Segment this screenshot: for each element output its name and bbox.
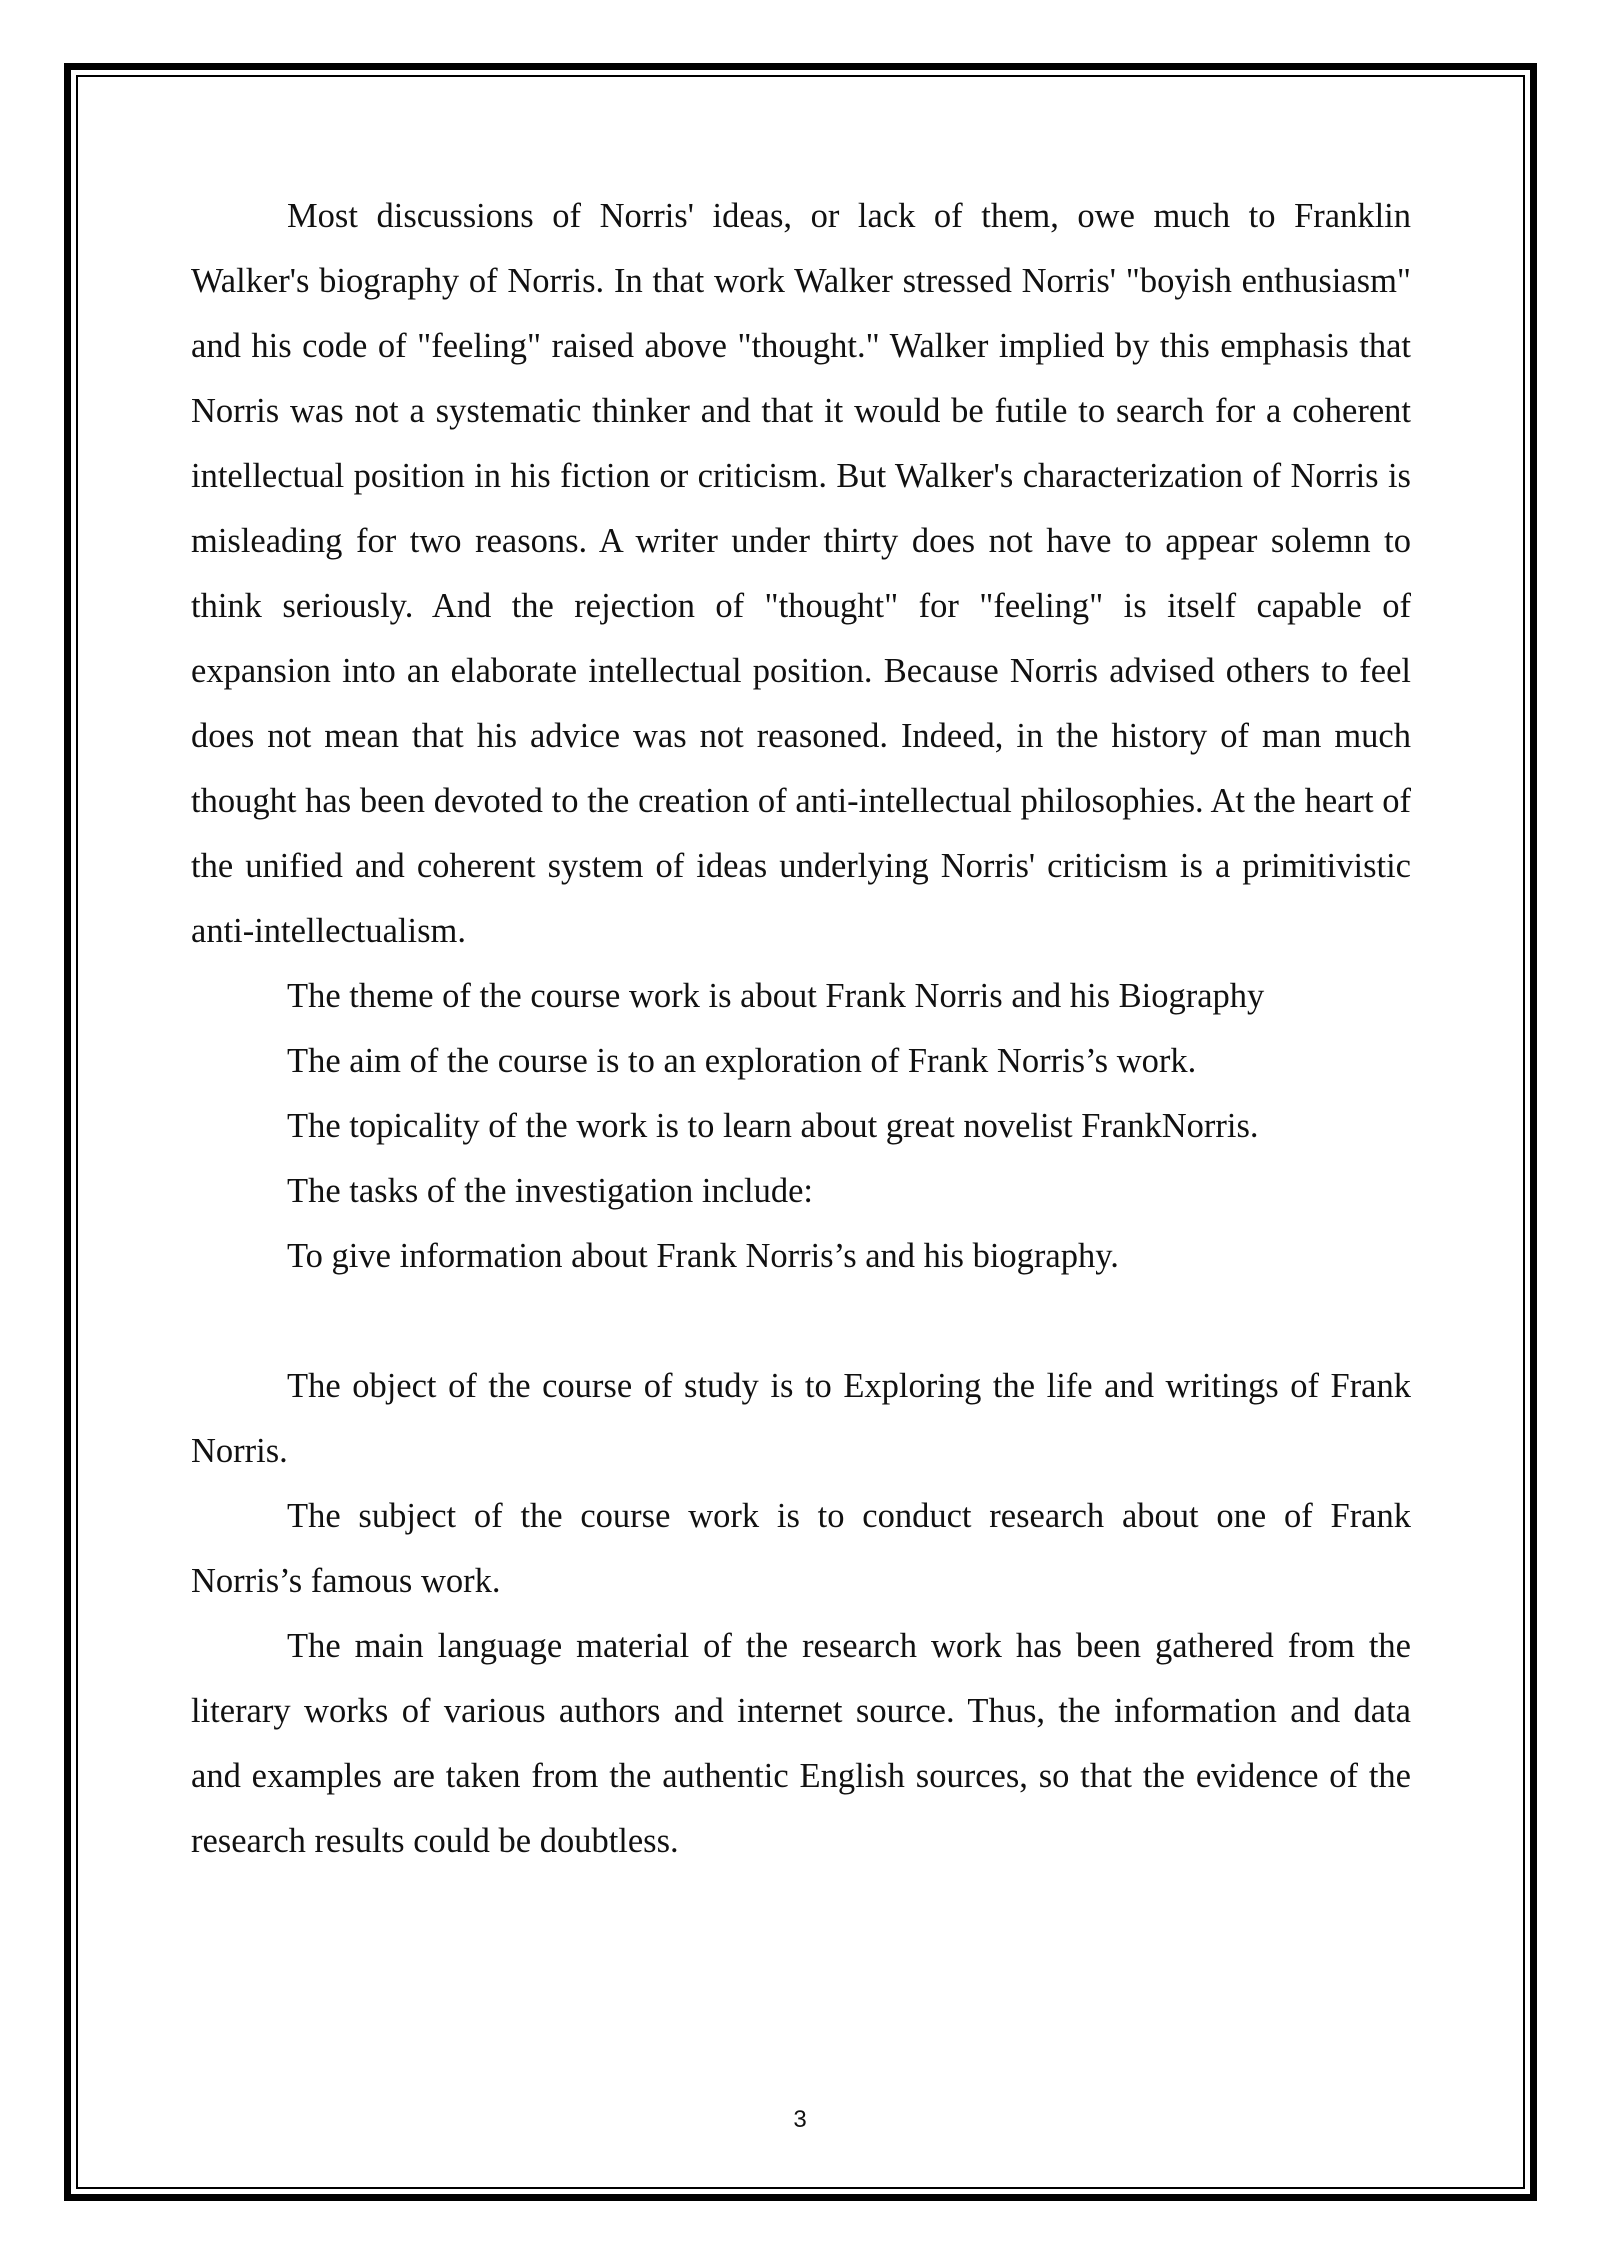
paragraph-aim: The aim of the course is to an exploration of Frank Norris’s work. bbox=[287, 1042, 1197, 1080]
page-number: 3 bbox=[793, 2106, 807, 2133]
paragraph-task-item: To give information about Frank Norris’s and his biography. bbox=[287, 1237, 1119, 1275]
paragraph-object: The object of the course of study is to Exploring the life and writings of Frank Norris. bbox=[191, 1367, 1411, 1470]
paragraph-tasks: The tasks of the investigation include: bbox=[287, 1172, 814, 1210]
paragraph-theme: The theme of the course work is about Frank Norris and his Biography bbox=[287, 977, 1265, 1015]
paragraph-language-material: The main language material of the research work has been gathered from the literary works of various authors and internet source. Thus, the information and data and examples are taken from the authentic English sources, so that the evidence of the research results could be doubtless. bbox=[191, 1627, 1411, 1860]
blank-line bbox=[191, 1289, 1411, 1354]
document-body bbox=[191, 184, 1411, 1874]
paragraph-norris-ideas: Most discussions of Norris' ideas, or lack of them, owe much to Franklin Walker's biography of Norris. In that work Walker stressed Norris' "boyish enthusiasm" and his code of "feeling" raised above "thought." Walker implied by this emphasis that Norris was not a systematic thinker and that it would be futile to search for a coherent intellectual position in his fiction or criticism. But Walker's characterization of Norris is misleading for two reasons. A writer under thirty does not have to appear solemn to think seriously. And the rejection of "thought" for "feeling" is itself capable of expansion into an elaborate intellectual position. Because Norris advised others to feel does not mean that his advice was not reasoned. Indeed, in the history of man much thought has been devoted to the creation of anti-intellectual philosophies. At the heart of the unified and coherent system of ideas underlying Norris' criticism is a primitivistic anti-intellectualism. bbox=[191, 197, 1411, 950]
paragraph-topicality: The topicality of the work is to learn about great novelist FrankNorris. bbox=[287, 1107, 1259, 1145]
paragraph-subject: The subject of the course work is to conduct research about one of Frank Norris’s famous work. bbox=[191, 1497, 1411, 1600]
